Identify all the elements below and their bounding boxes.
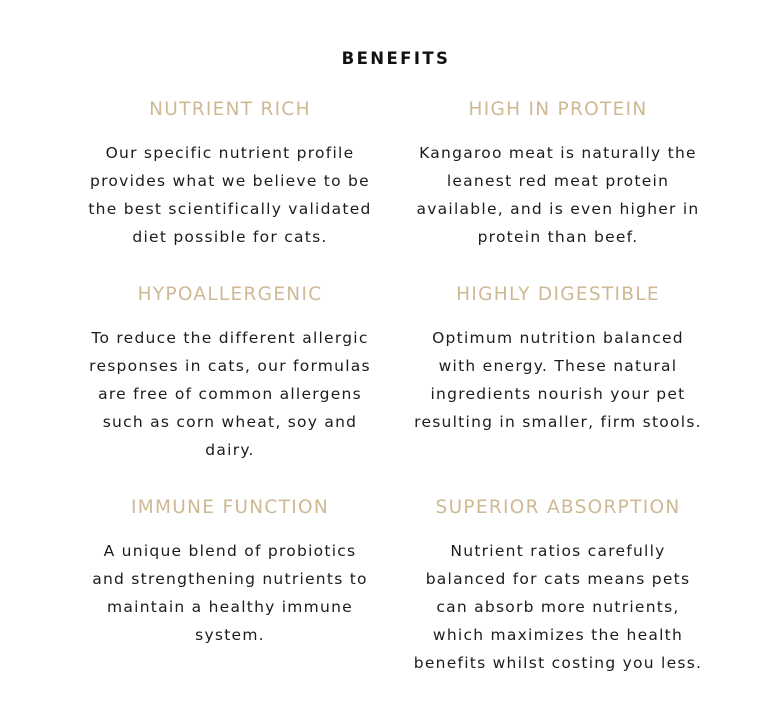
benefit-heading: SUPERIOR ABSORPTION	[435, 497, 681, 518]
benefit-description-line: A unique blend of probiotics	[103, 542, 357, 560]
benefit-description-line: system.	[195, 626, 265, 644]
benefit-description-line: Optimum nutrition balanced	[432, 329, 684, 347]
benefit-description	[70, 139, 390, 251]
benefit-description-line: Kangaroo meat is naturally the	[419, 144, 697, 162]
benefit-description-line: protein than beef.	[477, 228, 639, 246]
benefit-description-line: dairy.	[205, 441, 255, 459]
benefit-description-line: Nutrient ratios carefully	[450, 542, 666, 560]
benefit-description	[398, 324, 718, 436]
benefit-description	[70, 324, 390, 464]
benefit-description-line: can absorb more nutrients,	[436, 598, 680, 616]
benefit-description-line: diet possible for cats.	[132, 228, 328, 246]
benefit-heading: IMMUNE FUNCTION	[131, 497, 329, 518]
benefit-heading: HIGHLY DIGESTIBLE	[456, 284, 660, 305]
benefit-heading: HIGH IN PROTEIN	[468, 99, 648, 120]
benefit-description-line: such as corn wheat, soy and	[102, 413, 358, 431]
benefit-description-line: ingredients nourish your pet	[430, 385, 686, 403]
benefit-highly-digestible	[398, 282, 718, 436]
benefit-description-line: benefits whilst costing you less.	[413, 654, 703, 672]
benefit-description-line: and strengthening nutrients to	[92, 570, 368, 588]
benefit-heading: HYPOALLERGENIC	[137, 284, 323, 305]
benefit-description-line: maintain a healthy immune	[107, 598, 353, 616]
benefit-description	[70, 537, 390, 649]
benefit-hypoallergenic	[70, 282, 390, 464]
benefit-description-line: responses in cats, our formulas	[89, 357, 371, 375]
benefit-description-line: resulting in smaller, firm stools.	[414, 413, 702, 431]
benefit-nutrient-rich	[70, 97, 390, 251]
benefit-description-line: which maximizes the health	[432, 626, 684, 644]
benefit-description	[398, 139, 718, 251]
benefit-description-line: Our specific nutrient profile	[105, 144, 355, 162]
benefit-description-line: balanced for cats means pets	[425, 570, 691, 588]
benefit-description	[398, 537, 718, 677]
benefits-section-title: BENEFITS	[341, 49, 451, 68]
benefit-heading: NUTRIENT RICH	[149, 99, 311, 120]
benefit-description-line: available, and is even higher in	[416, 200, 700, 218]
benefit-superior-absorption	[398, 495, 718, 677]
benefit-description-line: leanest red meat protein	[446, 172, 670, 190]
benefit-high-in-protein	[398, 97, 718, 251]
benefit-description-line: To reduce the different allergic	[91, 329, 369, 347]
benefit-description-line: provides what we believe to be	[90, 172, 370, 190]
benefit-description-line: with energy. These natural	[438, 357, 678, 375]
benefit-description-line: are free of common allergens	[98, 385, 362, 403]
benefit-description-line: the best scientifically validated	[88, 200, 372, 218]
benefit-immune-function	[70, 495, 390, 649]
